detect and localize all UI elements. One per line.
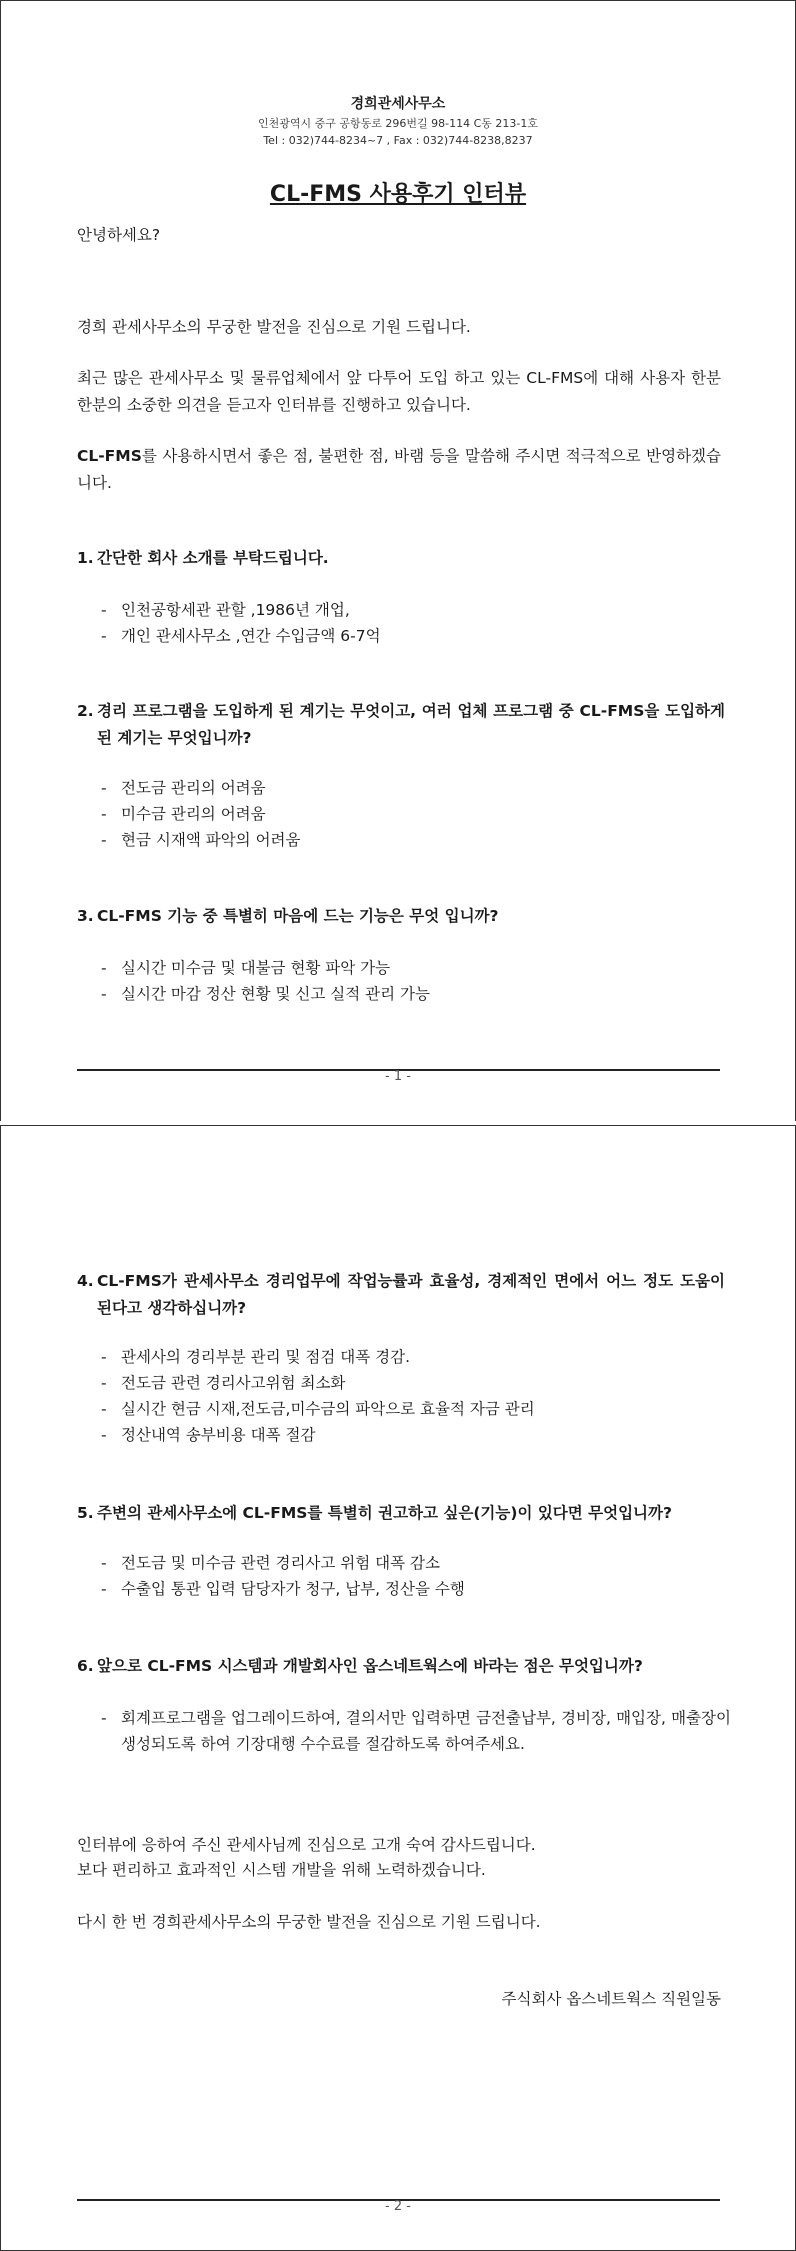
answer-item: - 실시간 미수금 및 대불금 현황 파악 가능 xyxy=(101,959,391,977)
answers-4 xyxy=(101,1344,731,1448)
closing-wish: 다시 한 번 경희관세사무소의 무궁한 발전을 진심으로 기원 드립니다. xyxy=(77,1913,541,1931)
question-6-number: 6. xyxy=(77,1657,94,1675)
answer-item: - 실시간 현금 시재,전도금,미수금의 파악으로 효율적 자금 관리 xyxy=(101,1400,535,1418)
question-3-number: 3. xyxy=(77,907,94,925)
answers-3 xyxy=(101,955,731,1007)
company-contact: Tel : 032)744-8234~7 , Fax : 032)744-8238,8237 xyxy=(263,134,533,147)
answers-6 xyxy=(101,1705,731,1757)
answer-item: - 수출입 통관 입력 담당자가 청구, 납부, 정산을 수행 xyxy=(101,1580,465,1598)
answer-item: - 미수금 관리의 어려움 xyxy=(101,805,266,823)
company-name: 경희관세사무소 xyxy=(350,96,446,112)
page-number: - 2 - xyxy=(385,2199,411,2214)
question-2 xyxy=(77,698,725,752)
answer-item: - 개인 관세사무소 ,연간 수입금액 6-7억 xyxy=(101,627,381,645)
page-2 xyxy=(0,1125,796,2251)
answer-item: - 현금 시재액 파악의 어려움 xyxy=(101,831,301,849)
greeting: 안녕하세요? xyxy=(77,226,161,244)
answers-1 xyxy=(101,597,731,649)
question-1-text: 간단한 회사 소개를 부탁드립니다. xyxy=(97,549,329,567)
answer-item: - 전도금 관련 경리사고위험 최소화 xyxy=(101,1374,346,1392)
answer-item: - 인천공항세관 관할 ,1986년 개업, xyxy=(101,601,350,619)
question-4-text: CL-FMS가 관세사무소 경리업무에 작업능률과 효율성, 경제적인 면에서 어느 정도 도움이 된다고 생각하십니까? xyxy=(97,1272,725,1317)
request-text xyxy=(77,443,721,497)
answer-item: - 실시간 마감 정산 현황 및 신고 실적 관리 가능 xyxy=(101,985,430,1003)
request-bold: CL-FMS xyxy=(77,447,142,465)
question-1 xyxy=(77,545,725,572)
document-title: CL-FMS 사용후기 인터뷰 xyxy=(269,182,527,207)
answer-item: - 회계프로그램을 업그레이드하여, 결의서만 입력하면 금전출납부, 경비장, 매입장, 매출장이 생성되도록 하여 기장대행 수수료를 절감하도록 하여주세요. xyxy=(101,1709,731,1753)
signature: 주식회사 옵스네트웍스 직원일동 xyxy=(501,1990,721,2008)
answer-item: - 전도금 관리의 어려움 xyxy=(101,779,266,797)
question-3-text: CL-FMS 기능 중 특별히 마음에 드는 기능은 무엇 입니까? xyxy=(97,907,499,925)
question-2-number: 2. xyxy=(77,702,94,720)
purpose-text: 최근 많은 관세사무소 및 물류업체에서 앞 다투어 도입 하고 있는 CL-FMS에 대해 사용자 한분 한분의 소중한 의견을 듣고자 인터뷰를 진행하고 있습니다. xyxy=(77,369,721,414)
wish-text: 경희 관세사무소의 무궁한 발전을 진심으로 기원 드립니다. xyxy=(77,318,471,336)
answers-5 xyxy=(101,1550,731,1602)
answer-item: - 전도금 및 미수금 관련 경리사고 위험 대폭 감소 xyxy=(101,1554,440,1572)
closing-thanks: 인터뷰에 응하여 주신 관세사님께 진심으로 고개 숙여 감사드립니다. xyxy=(77,1836,536,1854)
question-5 xyxy=(77,1500,725,1527)
question-4 xyxy=(77,1268,725,1322)
question-3 xyxy=(77,903,725,930)
question-6 xyxy=(77,1653,725,1680)
question-5-text: 주변의 관세사무소에 CL-FMS를 특별히 권고하고 싶은(기능)이 있다면 무엇입니까? xyxy=(97,1504,672,1522)
question-6-text: 앞으로 CL-FMS 시스템과 개발회사인 옵스네트웍스에 바라는 점은 무엇입니까? xyxy=(97,1657,643,1675)
company-address: 인천광역시 중구 공항동로 296번길 98-114 C동 213-1호 xyxy=(258,117,538,130)
answer-item: - 관세사의 경리부분 관리 및 점검 대폭 경감. xyxy=(101,1348,411,1366)
question-5-number: 5. xyxy=(77,1504,94,1522)
question-2-text: 경리 프로그램을 도입하게 된 계기는 무엇이고, 여러 업체 프로그램 중 CL-FMS을 도입하게 된 계기는 무엇입니까? xyxy=(97,702,725,747)
closing-effort: 보다 편리하고 효과적인 시스템 개발을 위해 노력하겠습니다. xyxy=(77,1861,486,1879)
question-1-number: 1. xyxy=(77,549,94,567)
question-4-number: 4. xyxy=(77,1272,94,1290)
page-number: - 1 - xyxy=(385,1069,411,1084)
answers-2 xyxy=(101,775,731,853)
request-rest: 를 사용하시면서 좋은 점, 불편한 점, 바램 등을 말씀해 주시면 적극적으로 반영하겠습니다. xyxy=(77,447,721,492)
answer-item: - 정산내역 송부비용 대폭 절감 xyxy=(101,1426,316,1444)
page-1 xyxy=(0,0,796,1122)
